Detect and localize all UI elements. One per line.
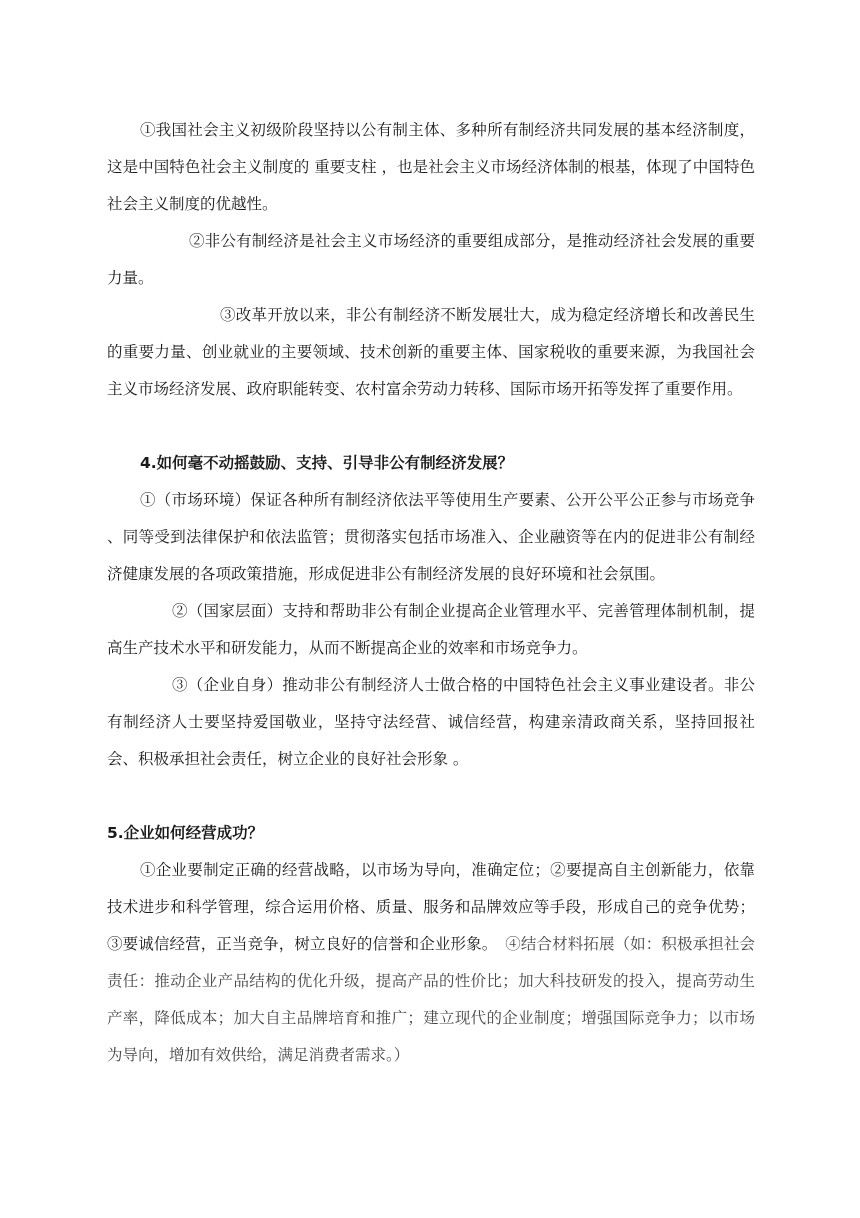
s5-paragraph-1 [107, 852, 755, 1074]
spacer [107, 408, 755, 445]
s3-paragraph-2: ②非公有制经济是社会主义市场经济的重要组成部分，是推动经济社会发展的重要力量。 [107, 232, 755, 287]
spacer [107, 778, 755, 815]
s4-paragraph-3: ③（企业自身）推动非公有制经济人士做合格的中国特色社会主义事业建设者。非公有制经济人士要坚持爱国敬业，坚持守法经营、诚信经营，构建亲清政商关系，坚持回报社会、积极承担社会责任，树立企业的良好社会形象 。 [107, 676, 755, 768]
s4-paragraph-2: ②（国家层面）支持和帮助非公有制企业提高企业管理水平、完善管理体制机制，提高生产技术水平和研发能力，从而不断提高企业的效率和市场竞争力。 [107, 602, 755, 657]
s5-paragraph-1-main: ①企业要制定正确的经营战略，以市场为导向，准确定位；②要提高自主创新能力，依靠技术进步和科学管理，综合运用价格、质量、服务和品牌效应等手段，形成自己的竞争优势；③要诚信经营，正当竞争，树立良好的信誉和企业形象。 [107, 861, 755, 953]
s5-paragraph-1-extra: ④结合材料拓展（如：积极承担社会责任：推动企业产品结构的优化升级，提高产品的性价比；加大科技研发的投入，提高劳动生产率，降低成本；加大自主品牌培育和推广；建立现代的企业制度；增强国际竞争力；以市场为导向，增加有效供给，满足消费者需求。） [107, 935, 755, 1064]
s5-heading: 5.企业如何经营成功？ [107, 824, 264, 842]
s3-paragraph-1: ①我国社会主义初级阶段坚持以公有制主体、多种所有制经济共同发展的基本经济制度，这是中国特色社会主义制度的 重要支柱 ，也是社会主义市场经济体制的根基，体现了中国特色社会主义制度的优越性。 [107, 121, 755, 213]
s4-paragraph-1: ①（市场环境）保证各种所有制经济依法平等使用生产要素、公开公平公正参与市场竞争 、同等受到法律保护和依法监管；贯彻落实包括市场准入、企业融资等在内的促进非公有制经济健康发展的各项政策措施，形成促进非公有制经济发展的良好环境和社会氛围。 [107, 491, 755, 583]
s3-paragraph-3: ③改革开放以来，非公有制经济不断发展壮大，成为稳定经济增长和改善民生的重要力量、创业就业的主要领域、技术创新的重要主体、国家税收的重要来源，为我国社会主义市场经济发展、政府职能转变、农村富余劳动力转移、国际市场开拓等发挥了重要作用。 [107, 306, 755, 398]
document-page [107, 112, 755, 1074]
s4-heading: 4.如何毫不动摇鼓励、支持、引导非公有制经济发展？ [140, 454, 514, 472]
